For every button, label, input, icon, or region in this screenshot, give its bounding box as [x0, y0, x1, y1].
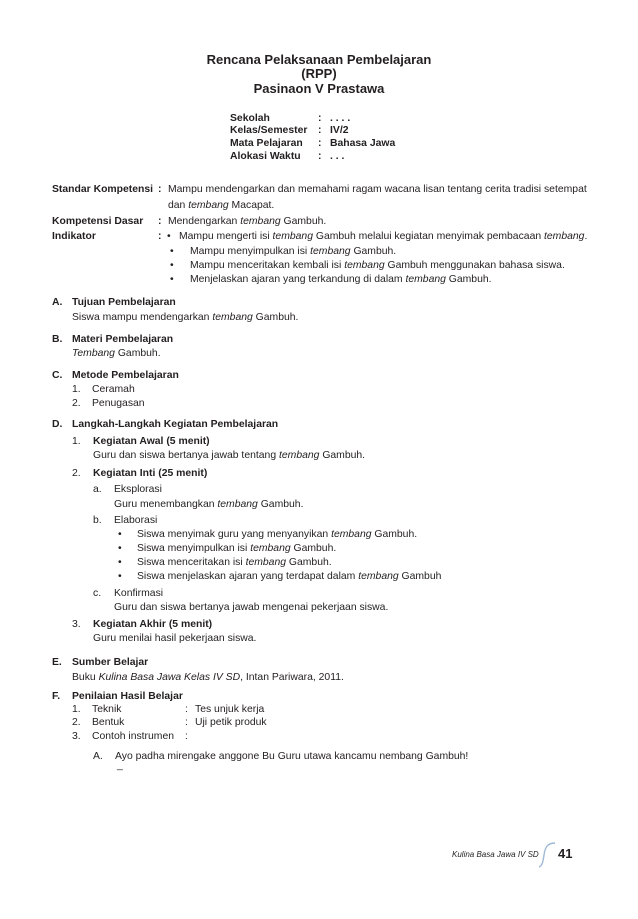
- competence-sep: :: [158, 216, 162, 227]
- text-segment: .: [584, 231, 588, 242]
- section-marker: E.: [52, 657, 62, 668]
- assessment-label: Contoh instrumen: [92, 731, 175, 742]
- footer-book-title: Kulina Basa Jawa IV SD: [452, 850, 539, 859]
- italic-term: tembang: [331, 529, 372, 540]
- bullet-icon: •: [170, 246, 174, 257]
- bullet-icon: •: [118, 557, 122, 568]
- bullet-icon: •: [167, 231, 171, 242]
- identity-value-sekolah: . . . .: [330, 113, 351, 124]
- section-marker: A.: [52, 297, 63, 308]
- text-segment: Gambuh.: [290, 543, 337, 554]
- identity-sep: :: [318, 151, 322, 162]
- text-segment: Mendengarkan: [168, 216, 241, 227]
- elaborasi-item: [137, 529, 417, 541]
- step-title: Kegiatan Inti (25 menit): [93, 468, 208, 479]
- list-number: 2.: [72, 717, 81, 728]
- indikator-label: Indikator: [52, 231, 96, 242]
- section-a-title: Tujuan Pembelajaran: [72, 297, 176, 308]
- elaborasi-item: [137, 557, 332, 569]
- answer-blank: _: [117, 760, 123, 771]
- italic-term: tembang: [358, 571, 399, 582]
- standar-text-line1: Mampu mendengarkan dan memahami ragam wacana lisan tentang cerita tradisi setempat: [168, 184, 587, 195]
- text-segment: Gambuh.: [371, 529, 418, 540]
- text-segment: Buku: [72, 672, 99, 683]
- text-segment: Gambuh.: [114, 348, 161, 359]
- list-number: 3.: [72, 731, 81, 742]
- list-number: 1.: [72, 704, 81, 715]
- list-number: 2.: [72, 398, 81, 409]
- identity-value-alokasi: . . .: [330, 151, 345, 162]
- document-abbr: (RPP): [301, 66, 337, 81]
- elaborasi-item: [137, 571, 441, 583]
- section-c-title: Metode Pembelajaran: [72, 370, 179, 381]
- part-body: [114, 499, 303, 511]
- competence-sep: :: [158, 231, 162, 242]
- dasar-text: [168, 216, 326, 228]
- identity-label-alokasi: Alokasi Waktu: [230, 151, 301, 162]
- italic-term: tembang: [405, 274, 446, 285]
- italic-term: tembang: [272, 231, 313, 242]
- competence-sep: :: [158, 184, 162, 195]
- identity-sep: :: [318, 138, 322, 149]
- bullet-icon: •: [170, 260, 174, 271]
- text-segment: Siswa mampu mendengarkan: [72, 312, 213, 323]
- italic-term: tembang: [279, 450, 320, 461]
- text-segment: Gambuh: [398, 571, 442, 582]
- section-marker: F.: [52, 691, 61, 702]
- list-letter: a.: [93, 484, 102, 495]
- standar-label: Standar Kompetensi: [52, 184, 154, 195]
- italic-term: tembang: [240, 216, 281, 227]
- assessment-sep: :: [185, 717, 188, 728]
- part-title: Elaborasi: [114, 515, 158, 526]
- text-segment: Gambuh.: [286, 557, 332, 568]
- bullet-icon: •: [118, 571, 122, 582]
- method-item: Ceramah: [92, 384, 135, 395]
- assessment-sep: :: [185, 731, 188, 742]
- instrument-marker: A.: [93, 751, 103, 762]
- step-title: Kegiatan Awal (5 menit): [93, 436, 210, 447]
- list-number: 1.: [72, 384, 81, 395]
- identity-sep: :: [318, 113, 322, 124]
- bullet-icon: •: [118, 543, 122, 554]
- section-marker: C.: [52, 370, 63, 381]
- standar-text-line2: [168, 200, 274, 212]
- identity-label-mapel: Mata Pelajaran: [230, 138, 303, 149]
- document-title: Rencana Pelaksanaan Pembelajaran: [206, 52, 432, 67]
- text-segment: Mampu menyimpulkan isi: [190, 246, 311, 257]
- assessment-label: Bentuk: [92, 717, 125, 728]
- text-segment: Menjelaskan ajaran yang terkandung di dalam: [190, 274, 406, 285]
- italic-term: tembang: [344, 260, 385, 271]
- text-segment: Mampu mengerti isi: [179, 231, 273, 242]
- text-segment: Gambuh.: [257, 499, 304, 510]
- identity-value-kelas: IV/2: [330, 125, 349, 136]
- assessment-sep: :: [185, 704, 188, 715]
- section-e-body: [72, 672, 344, 684]
- document-subtitle: Pasinaon V Prastawa: [253, 81, 385, 96]
- section-d-title: Langkah-Langkah Kegiatan Pembelajaran: [72, 419, 279, 430]
- assessment-label: Teknik: [92, 704, 122, 715]
- bullet-icon: •: [170, 274, 174, 285]
- instrument-text: Ayo padha mirengake anggone Bu Guru utawa kancamu nembang Gambuh!: [115, 751, 469, 762]
- list-number: 2.: [72, 468, 81, 479]
- step-body: [93, 450, 365, 462]
- indikator-item: [190, 260, 565, 272]
- identity-label-sekolah: Sekolah: [230, 113, 270, 124]
- assessment-value: Tes unjuk kerja: [195, 704, 265, 715]
- section-marker: D.: [52, 419, 63, 430]
- text-segment: Guru menembangkan: [114, 499, 218, 510]
- italic-term: Tembang: [72, 348, 115, 359]
- list-number: 3.: [72, 619, 81, 630]
- text-segment: Gambuh menggunakan bahasa siswa.: [384, 260, 565, 271]
- text-segment: Siswa menjelaskan ajaran yang terdapat dalam: [137, 571, 359, 582]
- section-marker: B.: [52, 334, 63, 345]
- book-title: Kulina Basa Jawa Kelas IV SD: [98, 672, 241, 683]
- step-title: Kegiatan Akhir (5 menit): [93, 619, 213, 630]
- italic-term: tembang: [217, 499, 258, 510]
- bullet-icon: •: [118, 529, 122, 540]
- identity-value-mapel: Bahasa Jawa: [330, 138, 396, 149]
- page-tab-icon: [538, 842, 558, 868]
- indikator-item: [190, 246, 396, 258]
- section-f-title: Penilaian Hasil Belajar: [72, 691, 183, 702]
- section-b-title: Materi Pembelajaran: [72, 334, 174, 345]
- elaborasi-item: [137, 543, 336, 555]
- text-segment: Macapat.: [228, 200, 275, 211]
- section-b-body: [72, 348, 161, 360]
- step-body: Guru menilai hasil pekerjaan siswa.: [93, 633, 257, 644]
- italic-term: tembang: [212, 312, 253, 323]
- italic-term: tembang: [544, 231, 585, 242]
- italic-term: tembang: [188, 200, 229, 211]
- text-segment: Gambuh.: [252, 312, 299, 323]
- section-e-title: Sumber Belajar: [72, 657, 149, 668]
- part-body: Guru dan siswa bertanya jawab mengenai pekerjaan siswa.: [114, 602, 389, 613]
- italic-term: tembang: [245, 557, 287, 568]
- text-segment: Mampu menceritakan kembali isi: [190, 260, 345, 271]
- text-segment: Siswa menceritakan isi: [137, 557, 246, 568]
- dasar-label: Kompetensi Dasar: [52, 216, 144, 227]
- text-segment: Gambuh.: [319, 450, 366, 461]
- part-title: Konfirmasi: [114, 588, 164, 599]
- section-a-body: [72, 312, 298, 324]
- part-title: Eksplorasi: [114, 484, 162, 495]
- italic-term: tembang: [310, 246, 351, 257]
- assessment-value: Uji petik produk: [195, 717, 267, 728]
- indikator-item: [179, 231, 587, 243]
- text-segment: Gambuh.: [445, 274, 492, 285]
- text-segment: Gambuh.: [280, 216, 327, 227]
- text-segment: Siswa menyimpulkan isi: [137, 543, 251, 554]
- text-segment: Gambuh.: [350, 246, 397, 257]
- text-segment: , Intan Pariwara, 2011.: [240, 672, 344, 683]
- indikator-item: [190, 274, 492, 286]
- text-segment: Guru dan siswa bertanya jawab tentang: [93, 450, 279, 461]
- method-item: Penugasan: [92, 398, 145, 409]
- text-segment: Gambuh melalui kegiatan menyimak pembacaan: [312, 231, 545, 242]
- text-segment: dan: [168, 200, 189, 211]
- identity-sep: :: [318, 125, 322, 136]
- list-letter: b.: [93, 515, 102, 526]
- list-letter: c.: [93, 588, 102, 599]
- list-number: 1.: [72, 436, 81, 447]
- italic-term: tembang: [250, 543, 291, 554]
- page-number: 41: [558, 846, 573, 861]
- identity-label-kelas: Kelas/Semester: [230, 125, 308, 136]
- text-segment: Siswa menyimak guru yang menyanyikan: [137, 529, 332, 540]
